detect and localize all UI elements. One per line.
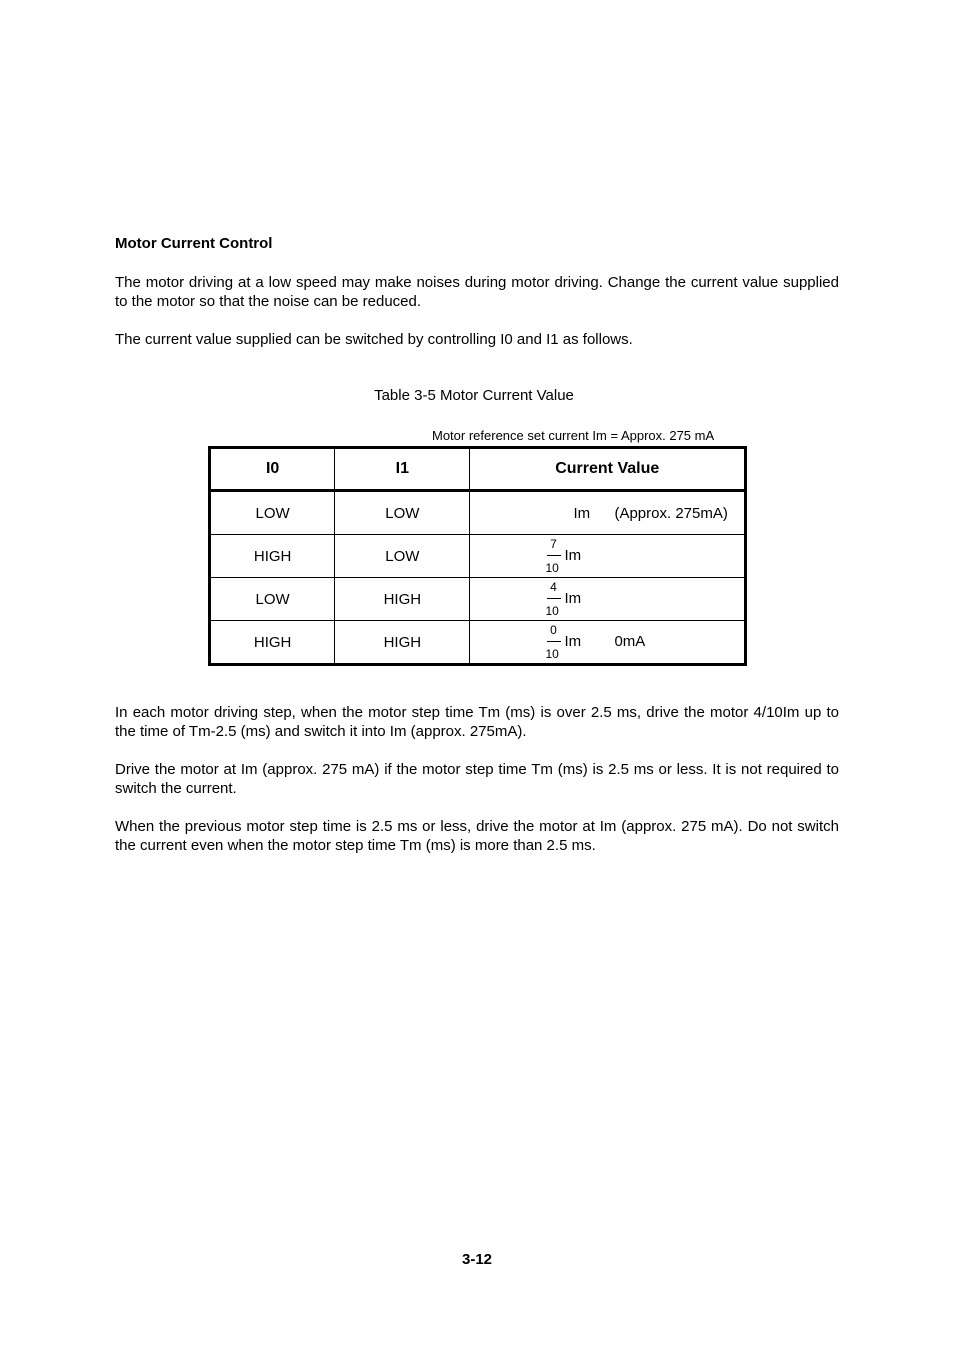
cell-current-value bbox=[470, 621, 746, 665]
current-approx: (Approx. 275mA) bbox=[614, 505, 728, 522]
current-zero-value: 0mA bbox=[614, 633, 646, 650]
header-i1: I1 bbox=[335, 448, 470, 491]
fraction bbox=[547, 578, 563, 620]
fraction-bar bbox=[547, 641, 561, 642]
cell-current-value bbox=[470, 578, 746, 621]
section-heading: Motor Current Control bbox=[115, 235, 273, 252]
fraction bbox=[547, 535, 563, 577]
table-row bbox=[210, 535, 746, 578]
cell-i1: HIGH bbox=[335, 621, 470, 665]
header-i0: I0 bbox=[210, 448, 335, 491]
table-note: Motor reference set current Im = Approx. 275 mA bbox=[432, 428, 715, 443]
fraction-numerator: 0 bbox=[550, 623, 557, 637]
current-symbol: Im bbox=[564, 547, 582, 564]
paragraph-noise: The motor driving at a low speed may make noises during motor driving. Change the current value supplied to the motor so that the noise can be reduced. bbox=[115, 274, 839, 310]
current-symbol: Im bbox=[564, 590, 582, 607]
table-row bbox=[210, 621, 746, 665]
paragraph-previous-step: When the previous motor step time is 2.5 ms or less, drive the motor at Im (approx. 275 mA). Do not switch the current even when the motor step time Tm (ms) is more than 2.5 ms. bbox=[115, 818, 839, 854]
fraction-numerator: 7 bbox=[550, 537, 557, 551]
current-symbol: Im bbox=[573, 505, 591, 522]
cell-i0: LOW bbox=[210, 578, 335, 621]
paragraph-switching: The current value supplied can be switched by controlling I0 and I1 as follows. bbox=[115, 331, 633, 348]
cell-i1: HIGH bbox=[335, 578, 470, 621]
table-row bbox=[210, 491, 746, 535]
cell-current-value bbox=[470, 491, 746, 535]
table-caption: Table 3-5 Motor Current Value bbox=[374, 387, 574, 404]
motor-current-table bbox=[208, 446, 747, 666]
fraction-bar bbox=[547, 598, 561, 599]
fraction-denominator: 10 bbox=[545, 561, 559, 575]
paragraph-short-step: Drive the motor at Im (approx. 275 mA) if the motor step time Tm (ms) is 2.5 ms or less. It is not required to switch the current. bbox=[115, 761, 839, 797]
header-current-value: Current Value bbox=[470, 448, 746, 491]
cell-i1: LOW bbox=[335, 491, 470, 535]
fraction-bar bbox=[547, 555, 561, 556]
paragraph-step-time: In each motor driving step, when the motor step time Tm (ms) is over 2.5 ms, drive the motor 4/10Im up to the time of Tm-2.5 (ms) and switch it into Im (approx. 275mA). bbox=[115, 704, 839, 740]
cell-i0: HIGH bbox=[210, 621, 335, 665]
page-number: 3-12 bbox=[461, 1251, 493, 1268]
cell-i1: LOW bbox=[335, 535, 470, 578]
cell-i0: LOW bbox=[210, 491, 335, 535]
table-header-row bbox=[210, 448, 746, 491]
current-symbol: Im bbox=[564, 633, 582, 650]
cell-i0: HIGH bbox=[210, 535, 335, 578]
cell-current-value bbox=[470, 535, 746, 578]
fraction-numerator: 4 bbox=[550, 580, 557, 594]
table-row bbox=[210, 578, 746, 621]
fraction-denominator: 10 bbox=[545, 647, 559, 661]
fraction-denominator: 10 bbox=[545, 604, 559, 618]
fraction bbox=[547, 621, 563, 663]
